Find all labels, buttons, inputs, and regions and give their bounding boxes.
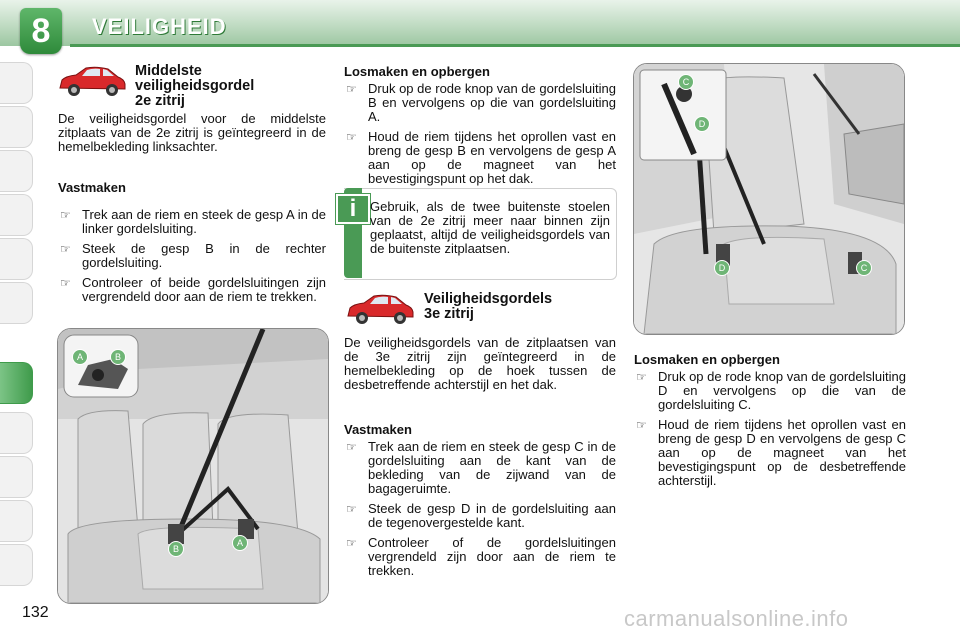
third-row-intro: De veiligheidsgordels van de zitplaatsen van de 3e zitrij zijn geïntegreerd in de hemelbekleding op de hoek tussen de desbetreffende achterstijl en het dak. — [344, 335, 616, 392]
pointing-hand-icon: ☞ — [60, 208, 71, 222]
release-heading: Losmaken en opbergen — [344, 64, 490, 79]
pointing-hand-icon: ☞ — [636, 418, 647, 432]
pointing-hand-icon: ☞ — [346, 502, 357, 516]
pointing-hand-icon: ☞ — [346, 440, 357, 454]
label-a: A — [72, 349, 88, 365]
car-icon — [56, 64, 128, 98]
pointing-hand-icon: ☞ — [636, 370, 647, 384]
side-tab[interactable] — [0, 62, 33, 104]
fasten-heading: Vastmaken — [58, 180, 126, 195]
pointing-hand-icon: ☞ — [60, 242, 71, 256]
label-d: D — [694, 116, 710, 132]
label-b: B — [110, 349, 126, 365]
release-list — [634, 370, 906, 494]
side-tab[interactable] — [0, 282, 33, 324]
side-tab[interactable] — [0, 456, 33, 498]
label-d: D — [714, 260, 730, 276]
middle-belt-photo — [57, 328, 329, 604]
chapter-badge: 8 — [20, 8, 62, 54]
page-number: 132 — [22, 604, 49, 621]
middle-belt-intro: De veiligheidsgordel voor de middelste zitplaats van de 2e zitrij is geïntegreerd in de hemelbekleding linksachter. — [58, 111, 326, 154]
list-item: ☞ Houd de riem tijdens het oprollen vast en breng de gesp D en vervolgens de gesp C aan op de magneet van het bevestigingspunt op de desbetreffende achterstijl. — [636, 417, 906, 488]
pointing-hand-icon: ☞ — [346, 82, 357, 96]
car-icon — [344, 292, 416, 326]
label-c: C — [678, 74, 694, 90]
third-row-photo — [633, 63, 905, 335]
list-item: ☞ Druk op de rode knop van de gordelsluiting D en vervolgens op die van de gordelsluiting C. — [636, 369, 906, 412]
pointing-hand-icon: ☞ — [60, 276, 71, 290]
fasten-list — [344, 440, 616, 584]
fasten-list — [58, 208, 326, 310]
section-title: Veiligheidsgordels 3e zitrij — [424, 291, 553, 322]
side-tab[interactable] — [0, 544, 33, 586]
page-title: VEILIGHEID — [92, 14, 227, 39]
watermark: carmanualsonline.info — [624, 606, 849, 631]
header-rule — [70, 44, 960, 47]
side-tab[interactable] — [0, 106, 33, 148]
label-b: B — [168, 541, 184, 557]
side-tab[interactable] — [0, 238, 33, 280]
side-tab[interactable] — [0, 412, 33, 454]
list-item: ☞ Controleer of beide gordelsluitingen zijn vergrendeld door aan de riem te trekken. — [60, 275, 326, 304]
info-icon: i — [336, 194, 370, 224]
release-list — [344, 82, 616, 192]
info-text: Gebruik, als de twee buitenste stoelen van de 2e zitrij meer naar binnen zijn geplaatst, altijd de veiligheidsgordels van de buitenste zitplaatsen. — [370, 199, 610, 256]
release-heading: Losmaken en opbergen — [634, 352, 780, 367]
list-item: ☞ Houd de riem tijdens het oprollen vast en breng de gesp B en vervolgens de gesp A aan op de magneet van het bevestigingspunt op het dak. — [346, 129, 616, 186]
side-tab[interactable] — [0, 150, 33, 192]
list-item: ☞ Steek de gesp B in de rechter gordelsluiting. — [60, 241, 326, 270]
side-tab-active[interactable] — [0, 362, 33, 404]
side-tabs — [0, 62, 36, 582]
list-item: ☞ Druk op de rode knop van de gordelsluiting B en vervolgens op die van gordelsluiting A. — [346, 81, 616, 124]
section-title: Middelste veiligheidsgordel 2e zitrij — [135, 63, 255, 109]
pointing-hand-icon: ☞ — [346, 130, 357, 144]
list-item: ☞ Controleer of de gordelsluitingen vergrendeld zijn door aan de riem te trekken. — [346, 535, 616, 578]
side-tab[interactable] — [0, 194, 33, 236]
pointing-hand-icon: ☞ — [346, 536, 357, 550]
list-item: ☞ Trek aan de riem en steek de gesp C in de gordelsluiting aan de kant van de bekleding van de zijwand van de bagageruimte. — [346, 439, 616, 496]
list-item: ☞ Trek aan de riem en steek de gesp A in de linker gordelsluiting. — [60, 207, 326, 236]
side-tab[interactable] — [0, 500, 33, 542]
list-item: ☞ Steek de gesp D in de gordelsluiting aan de tegenovergestelde kant. — [346, 501, 616, 530]
label-c: C — [856, 260, 872, 276]
label-a: A — [232, 535, 248, 551]
fasten-heading: Vastmaken — [344, 422, 412, 437]
